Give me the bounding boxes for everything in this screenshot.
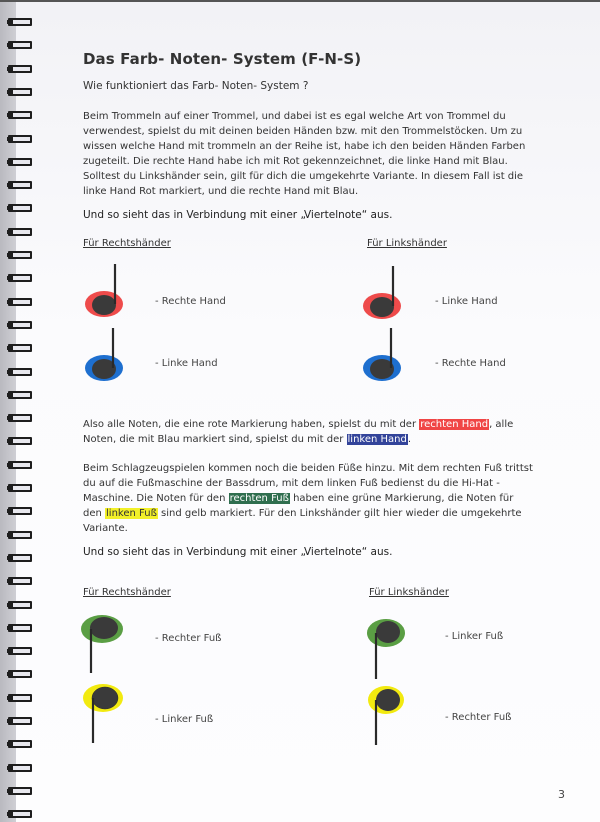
- binding-ring: [8, 787, 32, 795]
- text-run: , alle: [489, 419, 514, 430]
- page-title: Das Farb- Noten- System (F-N-S): [83, 50, 362, 68]
- binding-ring: [8, 158, 32, 166]
- note-label: - Rechter Fuß: [445, 712, 512, 723]
- page-top-edge: [0, 0, 600, 2]
- binding-ring: [8, 135, 32, 143]
- binding-ring: [8, 18, 32, 26]
- binding-ring: [8, 461, 32, 469]
- blue-quarter-note-icon: [362, 326, 402, 386]
- intro-line: linke Hand Rot markiert, und die rechte Hand mit Blau.: [83, 186, 359, 197]
- intro-line: wissen welche Hand mit trommeln an der Reihe ist, habe ich den beiden Händen Farben: [83, 141, 526, 152]
- note-label: - Linker Fuß: [155, 714, 214, 725]
- summary-line: [83, 417, 523, 432]
- binding-ring: [8, 531, 32, 539]
- yellow-quarter-note-icon: [367, 686, 411, 746]
- intro-line: Solltest du Linkshänder sein, gilt für dich die umgekehrte Variante. In diesem Fall ist die: [83, 171, 524, 182]
- binding-ring: [8, 181, 32, 189]
- binding-ring: [8, 810, 32, 818]
- feet-left-handed-heading: Für Linkshänder: [369, 587, 449, 598]
- green-quarter-note-icon: [366, 618, 410, 680]
- note-head: [90, 617, 118, 639]
- feet-line: [83, 506, 523, 521]
- text-run: Also alle Noten, die eine rote Markierung haben, spielst du mit der: [83, 419, 420, 430]
- hands-summary-paragraph: [83, 417, 523, 447]
- binding-ring: [8, 41, 32, 49]
- note-label: - Rechte Hand: [435, 358, 506, 369]
- binding-ring: [8, 484, 32, 492]
- note-head: [376, 689, 400, 711]
- binding-ring: [8, 437, 32, 445]
- text-run: Noten, die mit Blau markiert sind, spielst du mit der: [83, 434, 347, 445]
- intro-paragraph: [83, 109, 526, 199]
- binding-ring: [8, 554, 32, 562]
- summary-line: [83, 432, 523, 447]
- note-head: [92, 687, 118, 709]
- highlight-left-hand: linken Hand: [347, 434, 407, 445]
- binding-ring: [8, 111, 32, 119]
- intro-line: zugeteilt. Die rechte Hand habe ich mit Rot gekennzeichnet, die linke Hand mit Blau.: [83, 156, 508, 167]
- binding-ring: [8, 321, 32, 329]
- note-label: - Linke Hand: [155, 358, 218, 369]
- feet-line: [83, 491, 523, 506]
- text-run: Maschine. Die Noten für den: [83, 493, 229, 504]
- text-run: haben eine grüne Markierung, die Noten für: [289, 493, 514, 504]
- feet-right-handed-heading: Für Rechtshänder: [83, 587, 171, 598]
- note-head: [376, 621, 400, 643]
- binding-ring: [8, 65, 32, 73]
- binding-ring: [8, 204, 32, 212]
- hands-right-handed-heading: Für Rechtshänder: [83, 238, 171, 249]
- intro-line: verwendest, spielst du mit deinen beiden Händen bzw. mit den Trommelstöcken. Um zu: [83, 126, 523, 137]
- feet-paragraph: [83, 461, 533, 536]
- feet-line: du auf die Fußmaschine der Bassdrum, mit dem linken Fuß bedienst du die Hi-Hat -: [83, 478, 500, 489]
- binding-ring: [8, 577, 32, 585]
- binding-ring: [8, 344, 32, 352]
- highlight-right-hand: rechten Hand: [420, 419, 489, 430]
- binding-ring: [8, 601, 32, 609]
- blue-quarter-note-icon: [84, 326, 124, 386]
- binding-ring: [8, 507, 32, 515]
- text-run: sind gelb markiert. Für den Linkshänder gilt hier wieder die umgekehrte: [157, 508, 522, 519]
- note-label: - Linke Hand: [435, 296, 498, 307]
- note-head: [370, 297, 394, 317]
- binding-ring: [8, 717, 32, 725]
- note-label: - Rechter Fuß: [155, 633, 222, 644]
- binding-ring: [8, 298, 32, 306]
- binding-ring: [8, 251, 32, 259]
- binding-ring: [8, 88, 32, 96]
- note-head: [92, 295, 116, 315]
- binding-ring: [8, 647, 32, 655]
- feet-line: Variante.: [83, 523, 128, 534]
- yellow-quarter-note-icon: [82, 684, 126, 744]
- quarter-note-intro-hands: Und so sieht das in Verbindung mit einer „Viertelnote“ aus.: [83, 209, 393, 221]
- binding-ring: [8, 694, 32, 702]
- binding-ring: [8, 764, 32, 772]
- red-quarter-note-icon: [362, 264, 402, 324]
- binding-ring: [8, 624, 32, 632]
- binding-ring: [8, 228, 32, 236]
- note-label: - Linker Fuß: [445, 631, 504, 642]
- red-quarter-note-icon: [84, 262, 124, 322]
- page-number: 3: [558, 788, 565, 801]
- quarter-note-intro-feet: Und so sieht das in Verbindung mit einer „Viertelnote“ aus.: [83, 546, 393, 558]
- section-question: Wie funktioniert das Farb- Noten- System ?: [83, 80, 309, 92]
- text-run: den: [83, 508, 106, 519]
- feet-line: Beim Schlagzeugspielen kommen noch die beiden Füße hinzu. Mit dem rechten Fuß trittst: [83, 463, 533, 474]
- binding-ring: [8, 670, 32, 678]
- highlight-left-foot: linken Fuß: [106, 508, 157, 519]
- binding-ring: [8, 414, 32, 422]
- note-label: - Rechte Hand: [155, 296, 226, 307]
- binding-ring: [8, 740, 32, 748]
- binding-ring: [8, 368, 32, 376]
- hands-left-handed-heading: Für Linkshänder: [367, 238, 447, 249]
- binding-ring: [8, 391, 32, 399]
- intro-line: Beim Trommeln auf einer Trommel, und dabei ist es egal welche Art von Trommel du: [83, 111, 506, 122]
- binding-ring: [8, 274, 32, 282]
- text-run: .: [407, 434, 412, 445]
- highlight-right-foot: rechten Fuß: [229, 493, 289, 504]
- green-quarter-note-icon: [80, 614, 124, 674]
